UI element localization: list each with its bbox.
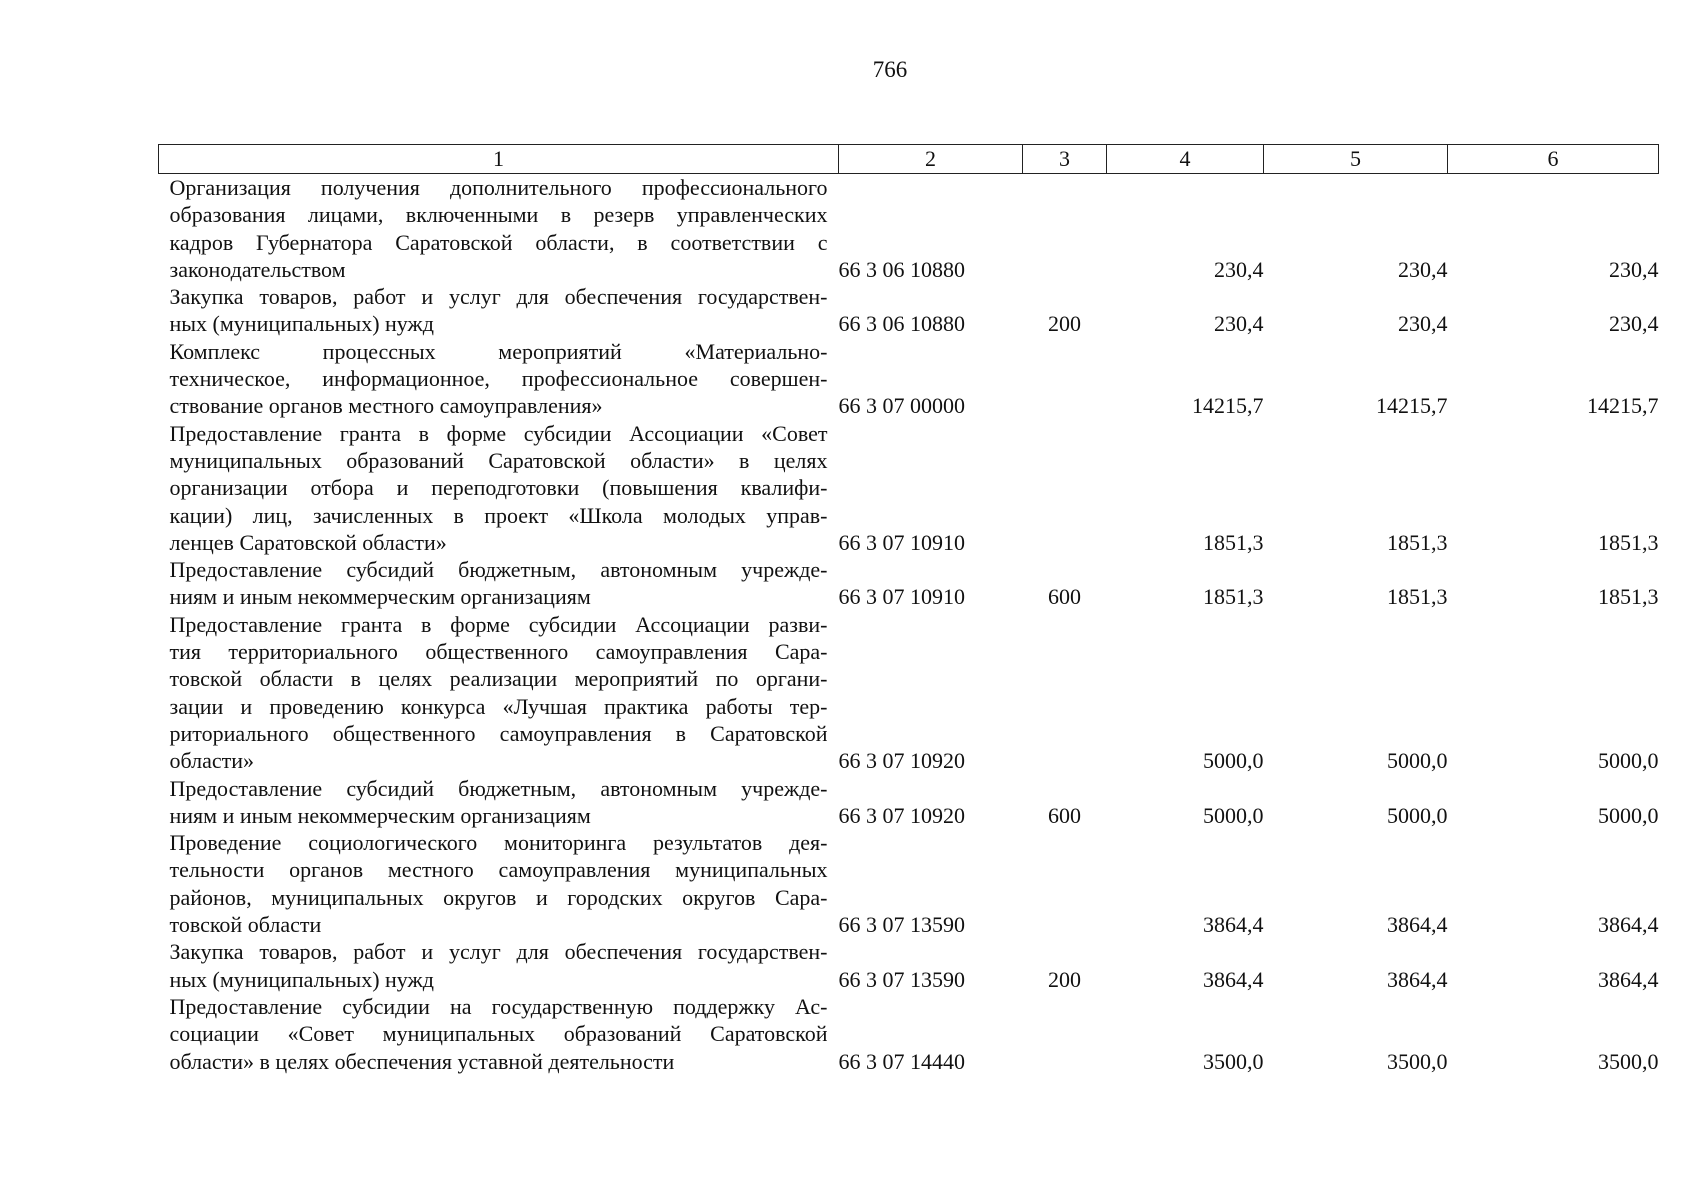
row-value-6: 14215,7 [1587, 393, 1659, 419]
row-name-line: Проведение социологического мониторинга результатов дея- [169, 830, 828, 856]
row-value-5: 3864,4 [1387, 966, 1448, 992]
table-row [159, 938, 1659, 993]
row-code: 66 3 07 13590 [838, 966, 965, 992]
table-row [159, 775, 1659, 830]
row-value-6: 1851,3 [1598, 584, 1659, 610]
row-code: 66 3 07 13590 [838, 912, 965, 938]
row-name-line: Предоставление гранта в форме субсидии Ассоциации «Совет [169, 420, 828, 446]
row-name [159, 174, 839, 284]
row-value-4: 230,4 [1214, 311, 1264, 337]
row-name [159, 938, 839, 993]
row-value-6: 5000,0 [1598, 748, 1659, 774]
row-name-line: техническое, информационное, профессиональное совершен- [169, 366, 828, 392]
row-value-6: 3864,4 [1598, 912, 1659, 938]
row-value-4: 3864,4 [1203, 912, 1264, 938]
table-row [159, 174, 1659, 284]
table-body [159, 174, 1659, 1075]
column-header-2: 2 [839, 145, 1023, 174]
row-name-line: тельности органов местного самоуправления муниципальных [169, 857, 828, 883]
row-expense-type: 200 [1048, 966, 1081, 992]
row-value-6: 3500,0 [1598, 1048, 1659, 1074]
row-value-5: 14215,7 [1376, 393, 1448, 419]
row-name [159, 775, 839, 830]
row-code: 66 3 07 10920 [838, 748, 965, 774]
row-name-line: зации и проведению конкурса «Лучшая практика работы тер- [169, 693, 828, 719]
budget-table [158, 144, 1659, 1075]
row-expense-type [1023, 338, 1107, 420]
row-name-line: товской области [169, 912, 322, 938]
row-value-6: 230,4 [1609, 311, 1659, 337]
row-value-5: 5000,0 [1387, 748, 1448, 774]
row-value-5: 230,4 [1398, 311, 1448, 337]
row-name-line: Предоставление гранта в форме субсидии Ассоциации разви- [169, 611, 828, 637]
row-name-line: Закупка товаров, работ и услуг для обеспечения государствен- [169, 939, 828, 965]
row-expense-type: 600 [1048, 584, 1081, 610]
row-code: 66 3 06 10880 [838, 311, 965, 337]
row-name-line: муниципальных образований Саратовской области» в целях [169, 447, 828, 473]
row-name-line: социации «Совет муниципальных образований Саратовской [169, 1021, 828, 1047]
row-value-6: 3864,4 [1598, 966, 1659, 992]
column-header-4: 4 [1107, 145, 1264, 174]
row-name-line: ных (муниципальных) нужд [169, 966, 434, 992]
row-name [159, 338, 839, 420]
row-expense-type: 600 [1048, 802, 1081, 828]
row-value-5: 3864,4 [1387, 912, 1448, 938]
table-row [159, 829, 1659, 938]
row-value-4: 5000,0 [1203, 748, 1264, 774]
row-value-5: 3500,0 [1387, 1048, 1448, 1074]
row-value-4: 5000,0 [1203, 802, 1264, 828]
row-expense-type [1023, 993, 1107, 1075]
row-name [159, 611, 839, 775]
row-name-line: законодательством [169, 256, 346, 282]
row-expense-type [1023, 611, 1107, 775]
row-code: 66 3 07 10910 [838, 529, 965, 555]
row-code: 66 3 07 14440 [838, 1048, 965, 1074]
row-code: 66 3 07 00000 [838, 393, 965, 419]
table-row [159, 611, 1659, 775]
row-value-5: 230,4 [1398, 256, 1448, 282]
row-value-4: 230,4 [1214, 256, 1264, 282]
row-expense-type: 200 [1048, 311, 1081, 337]
table-row [159, 556, 1659, 611]
row-name-line: Комплекс процессных мероприятий «Материально- [169, 338, 828, 364]
row-name-line: районов, муниципальных округов и городских округов Сара- [169, 884, 828, 910]
row-value-6: 5000,0 [1598, 802, 1659, 828]
row-name-line: Предоставление субсидии на государственную поддержку Ас- [169, 993, 828, 1019]
row-value-6: 230,4 [1609, 256, 1659, 282]
row-value-4: 14215,7 [1192, 393, 1264, 419]
row-name-line: товской области в целях реализации мероприятий по органи- [169, 666, 828, 692]
table-row [159, 993, 1659, 1075]
row-name-line: области» [169, 748, 255, 774]
row-name-line: ниям и иным некоммерческим организациям [169, 584, 591, 610]
row-name-line: ствование органов местного самоуправления» [169, 393, 603, 419]
row-code: 66 3 06 10880 [838, 256, 965, 282]
row-code: 66 3 07 10910 [838, 584, 965, 610]
row-value-6: 1851,3 [1598, 529, 1659, 555]
row-value-4: 3864,4 [1203, 966, 1264, 992]
table-row [159, 283, 1659, 338]
table-row [159, 338, 1659, 420]
table-row [159, 420, 1659, 556]
row-code: 66 3 07 10920 [838, 802, 965, 828]
row-name-line: риториального общественного самоуправления в Саратовской [169, 720, 828, 746]
row-value-4: 1851,3 [1203, 584, 1264, 610]
column-header-1: 1 [159, 145, 839, 174]
row-name [159, 420, 839, 556]
column-header-5: 5 [1264, 145, 1448, 174]
row-expense-type [1023, 420, 1107, 556]
row-name-line: Закупка товаров, работ и услуг для обеспечения государствен- [169, 284, 828, 310]
row-name [159, 993, 839, 1075]
row-value-5: 1851,3 [1387, 584, 1448, 610]
table-header-row [159, 145, 1659, 174]
row-name-line: области» в целях обеспечения уставной деятельности [169, 1048, 675, 1074]
row-name-line: ных (муниципальных) нужд [169, 311, 434, 337]
row-name-line: Организация получения дополнительного профессионального [169, 175, 828, 200]
row-name-line: организации отбора и переподготовки (повышения квалифи- [169, 475, 828, 501]
row-name-line: Предоставление субсидий бюджетным, автономным учрежде- [169, 775, 828, 801]
column-header-3: 3 [1023, 145, 1107, 174]
column-header-6: 6 [1448, 145, 1659, 174]
row-name-line: ленцев Саратовской области» [169, 529, 447, 555]
row-name [159, 283, 839, 338]
row-value-4: 3500,0 [1203, 1048, 1264, 1074]
row-value-5: 1851,3 [1387, 529, 1448, 555]
row-value-4: 1851,3 [1203, 529, 1264, 555]
row-name-line: тия территориального общественного самоуправления Сара- [169, 639, 828, 665]
row-value-5: 5000,0 [1387, 802, 1448, 828]
row-name-line: Предоставление субсидий бюджетным, автономным учрежде- [169, 557, 828, 583]
row-expense-type [1023, 829, 1107, 938]
row-name-line: кации) лиц, зачисленных в проект «Школа молодых управ- [169, 502, 828, 528]
row-expense-type [1023, 174, 1107, 284]
row-name-line: ниям и иным некоммерческим организациям [169, 802, 591, 828]
page-number: 766 [872, 57, 908, 82]
row-name [159, 829, 839, 938]
row-name [159, 556, 839, 611]
row-name-line: образования лицами, включенными в резерв управленческих [169, 202, 828, 228]
row-name-line: кадров Губернатора Саратовской области, в соответствии с [169, 229, 828, 255]
